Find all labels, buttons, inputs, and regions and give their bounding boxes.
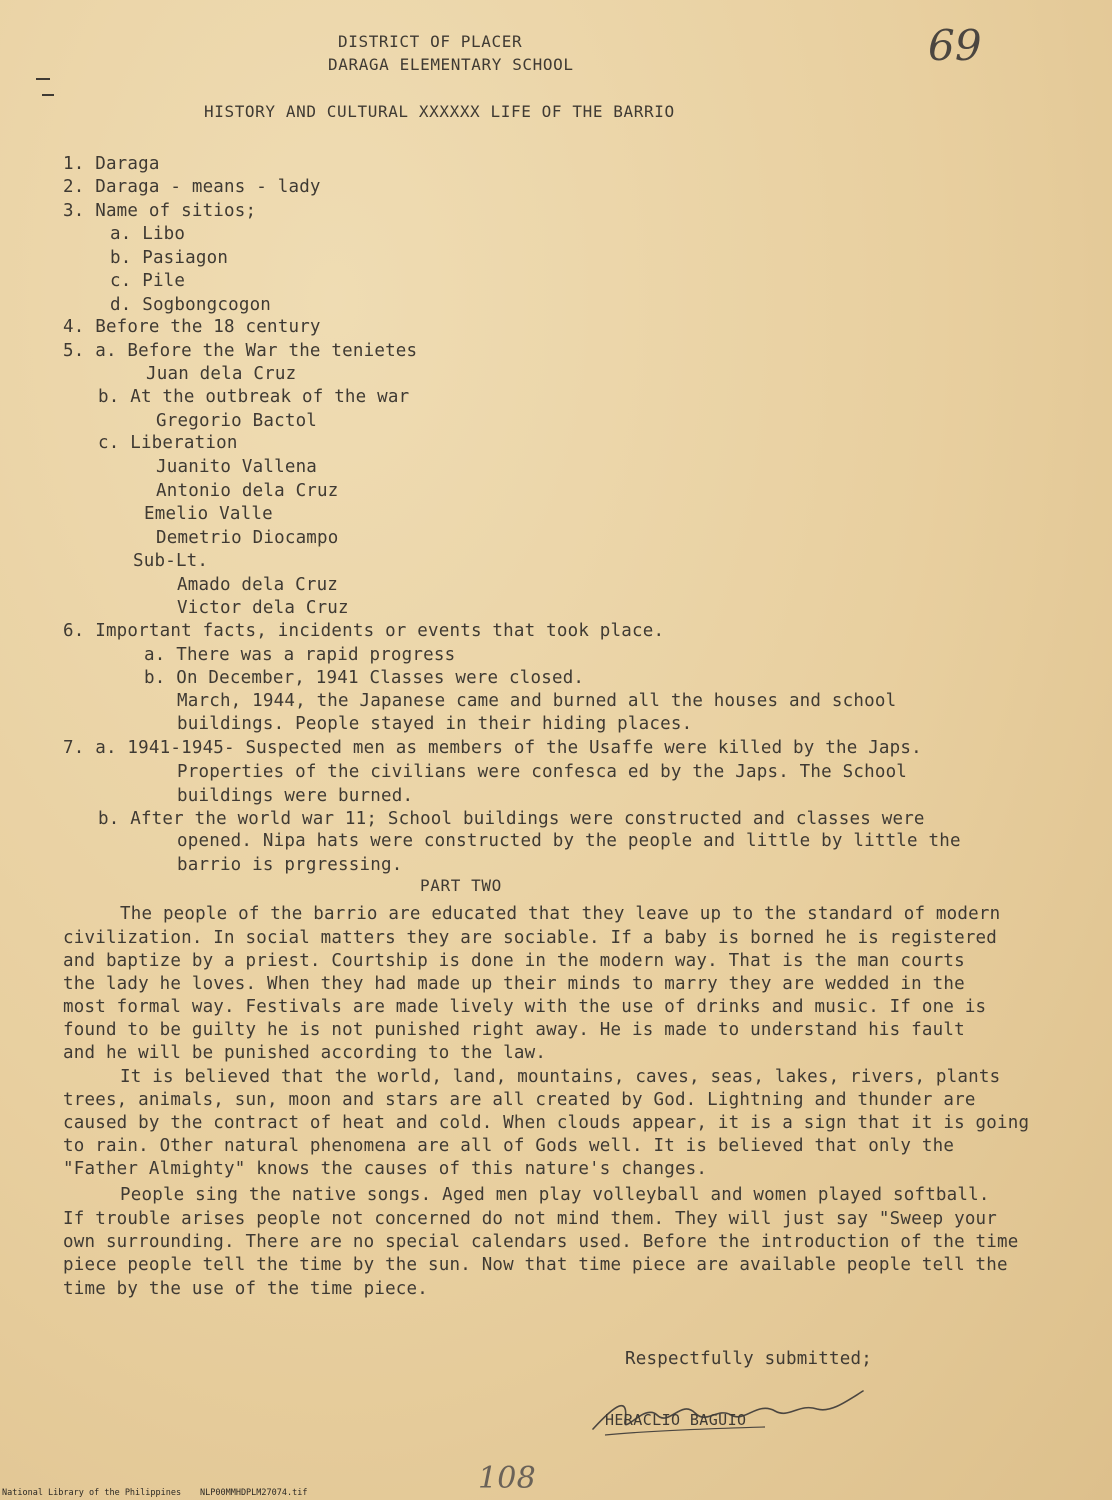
footer-file: NLP00MMHDPLM27074.tif xyxy=(200,1488,308,1498)
list-line: a. Libo xyxy=(110,224,186,244)
paragraph-line: own surrounding. There are no special calendars used. Before the introduction of the time xyxy=(63,1232,1019,1252)
paragraph-line: People sing the native songs. Aged men play volleyball and women played softball. xyxy=(120,1185,990,1205)
paragraph-line: civilization. In social matters they are sociable. If a baby is borned he is registered xyxy=(63,928,998,948)
list-line: 2. Daraga - means - lady xyxy=(63,177,321,197)
paragraph-line: and baptize by a priest. Courtship is done in the modern way. That is the man courts xyxy=(63,951,965,971)
list-line: March, 1944, the Japanese came and burned all the houses and school xyxy=(177,691,897,711)
paragraph-line: trees, animals, sun, moon and stars are all created by God. Lightning and thunder are xyxy=(63,1090,976,1110)
list-line: Properties of the civilians were confesca ed by the Japs. The School xyxy=(177,762,908,782)
list-line: Gregorio Bactol xyxy=(156,411,318,431)
document-title: HISTORY AND CULTURAL XXXXXX LIFE OF THE BARRIO xyxy=(204,102,675,121)
footer-library: National Library of the Philippines xyxy=(2,1488,182,1498)
closing-text: Respectfully submitted; xyxy=(625,1349,872,1369)
list-line: b. On December, 1941 Classes were closed. xyxy=(144,668,585,688)
list-line: 5. a. Before the War the tenietes xyxy=(63,341,418,361)
list-line: Juan dela Cruz xyxy=(146,364,297,384)
paragraph-line: and he will be punished according to the law. xyxy=(63,1043,547,1063)
paragraph-line: most formal way. Festivals are made lively with the use of drinks and music. If one is xyxy=(63,997,987,1017)
list-line: opened. Nipa hats were constructed by the people and little by little the xyxy=(177,831,961,851)
part-two-heading: PART TWO xyxy=(420,876,502,895)
paragraph-line: time by the use of the time piece. xyxy=(63,1279,429,1299)
paragraph-line: to rain. Other natural phenomena are all of Gods well. It is believed that only the xyxy=(63,1136,955,1156)
list-line: Amado dela Cruz xyxy=(177,575,339,595)
list-line: Sub-Lt. xyxy=(133,551,209,571)
paragraph-line: found to be guilty he is not punished right away. He is made to understand his fault xyxy=(63,1020,965,1040)
list-line: 3. Name of sitios; xyxy=(63,201,257,221)
list-line: 6. Important facts, incidents or events that took place. xyxy=(63,621,665,641)
paragraph-line: If trouble arises people not concerned do not mind them. They will just say "Sweep your xyxy=(63,1209,998,1229)
list-line: barrio is prgressing. xyxy=(177,855,403,875)
signature-block xyxy=(585,1385,885,1445)
paragraph-line: It is believed that the world, land, mountains, caves, seas, lakes, rivers, plants xyxy=(120,1067,1001,1087)
list-line: c. Liberation xyxy=(98,433,238,453)
paragraph-line: the lady he loves. When they had made up their minds to marry they are wedded in the xyxy=(63,974,965,994)
paragraph-line: caused by the contract of heat and cold. When clouds appear, it is a sign that it is going xyxy=(63,1113,1030,1133)
list-line: buildings were burned. xyxy=(177,786,414,806)
margin-mark xyxy=(42,94,54,96)
list-line: buildings. People stayed in their hiding places. xyxy=(177,714,693,734)
page-number: 69 xyxy=(928,21,982,70)
list-line: b. At the outbreak of the war xyxy=(98,387,410,407)
list-line: c. Pile xyxy=(110,271,186,291)
list-line: Antonio dela Cruz xyxy=(156,481,339,501)
list-line: 4. Before the 18 century xyxy=(63,317,321,337)
list-line: b. After the world war 11; School buildings were constructed and classes were xyxy=(98,809,925,829)
paragraph-line: The people of the barrio are educated that they leave up to the standard of modern xyxy=(120,904,1001,924)
district-heading: DISTRICT OF PLACER xyxy=(338,32,523,51)
list-line: Demetrio Diocampo xyxy=(156,528,339,548)
signature-name: HERACLIO BAGUIO xyxy=(605,1411,747,1429)
list-line: 7. a. 1941-1945- Suspected men as members of the Usaffe were killed by the Japs. xyxy=(63,738,922,758)
list-line: 1. Daraga xyxy=(63,154,160,174)
list-line: Victor dela Cruz xyxy=(177,598,349,618)
list-line: d. Sogbongcogon xyxy=(110,295,272,315)
paragraph-line: "Father Almighty" knows the causes of this nature's changes. xyxy=(63,1159,708,1179)
school-heading: DARAGA ELEMENTARY SCHOOL xyxy=(328,55,574,74)
list-line: b. Pasiagon xyxy=(110,248,229,268)
list-line: Emelio Valle xyxy=(144,504,273,524)
list-line: Juanito Vallena xyxy=(156,457,318,477)
bottom-page-number: 108 xyxy=(478,1461,536,1496)
paragraph-line: piece people tell the time by the sun. Now that time piece are available people tell the xyxy=(63,1255,1008,1275)
margin-mark xyxy=(36,78,50,80)
list-line: a. There was a rapid progress xyxy=(144,645,456,665)
